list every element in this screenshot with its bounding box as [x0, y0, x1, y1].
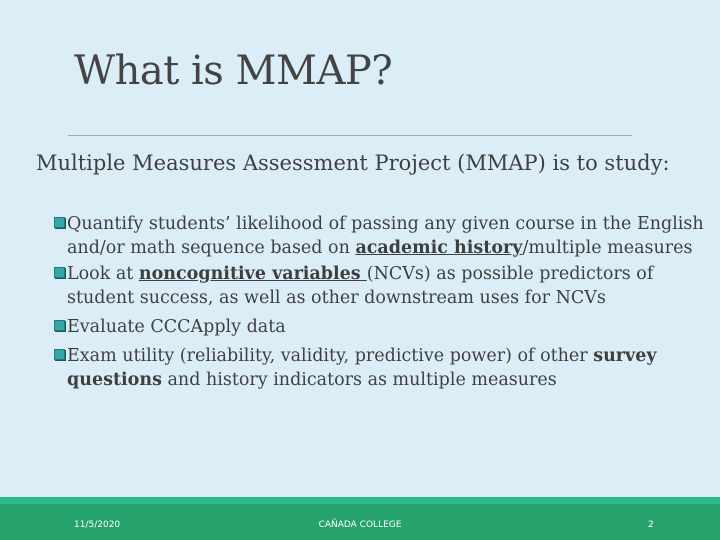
bullet-item: [56, 344, 706, 392]
footer-accent-bar: [0, 497, 720, 504]
footer-bar: [0, 504, 720, 540]
checkbox-icon: [54, 217, 65, 228]
bullet-text: Evaluate CCCApply data: [67, 317, 286, 337]
footer-date: 11/5/2020: [74, 520, 121, 530]
bullet-text-end: /multiple measures: [522, 238, 693, 258]
bullet-item: [56, 212, 706, 260]
bullet-item: [56, 315, 706, 339]
checkbox-icon: [54, 267, 65, 278]
footer-organization: CAÑADA COLLEGE: [318, 520, 402, 530]
bullet-text-end: (NCVs) as possible predictors of student success, as well as other downstream uses for NCVs: [67, 264, 654, 308]
bullet-text: Look at: [67, 264, 139, 284]
bullet-item: [56, 262, 706, 310]
bullet-emphasis: noncognitive variables: [138, 264, 367, 284]
checkbox-icon: [54, 349, 65, 360]
bullet-list: [56, 212, 706, 397]
intro-text: Multiple Measures Assessment Project (MMAP) is to study:: [36, 151, 670, 175]
bullet-emphasis: academic history: [355, 238, 523, 258]
title-divider: [68, 135, 632, 136]
checkbox-icon: [54, 320, 65, 331]
bullet-text: Quantify students’ likelihood of passing any given course in the English and/or math sequence based on: [67, 214, 704, 258]
bullet-emphasis: survey questions: [67, 346, 657, 390]
bullet-text-end: and history indicators as multiple measures: [161, 370, 557, 390]
page-number: 2: [648, 520, 654, 530]
bullet-text: Exam utility (reliability, validity, predictive power) of other: [67, 346, 594, 366]
slide-title: What is MMAP?: [74, 48, 393, 94]
